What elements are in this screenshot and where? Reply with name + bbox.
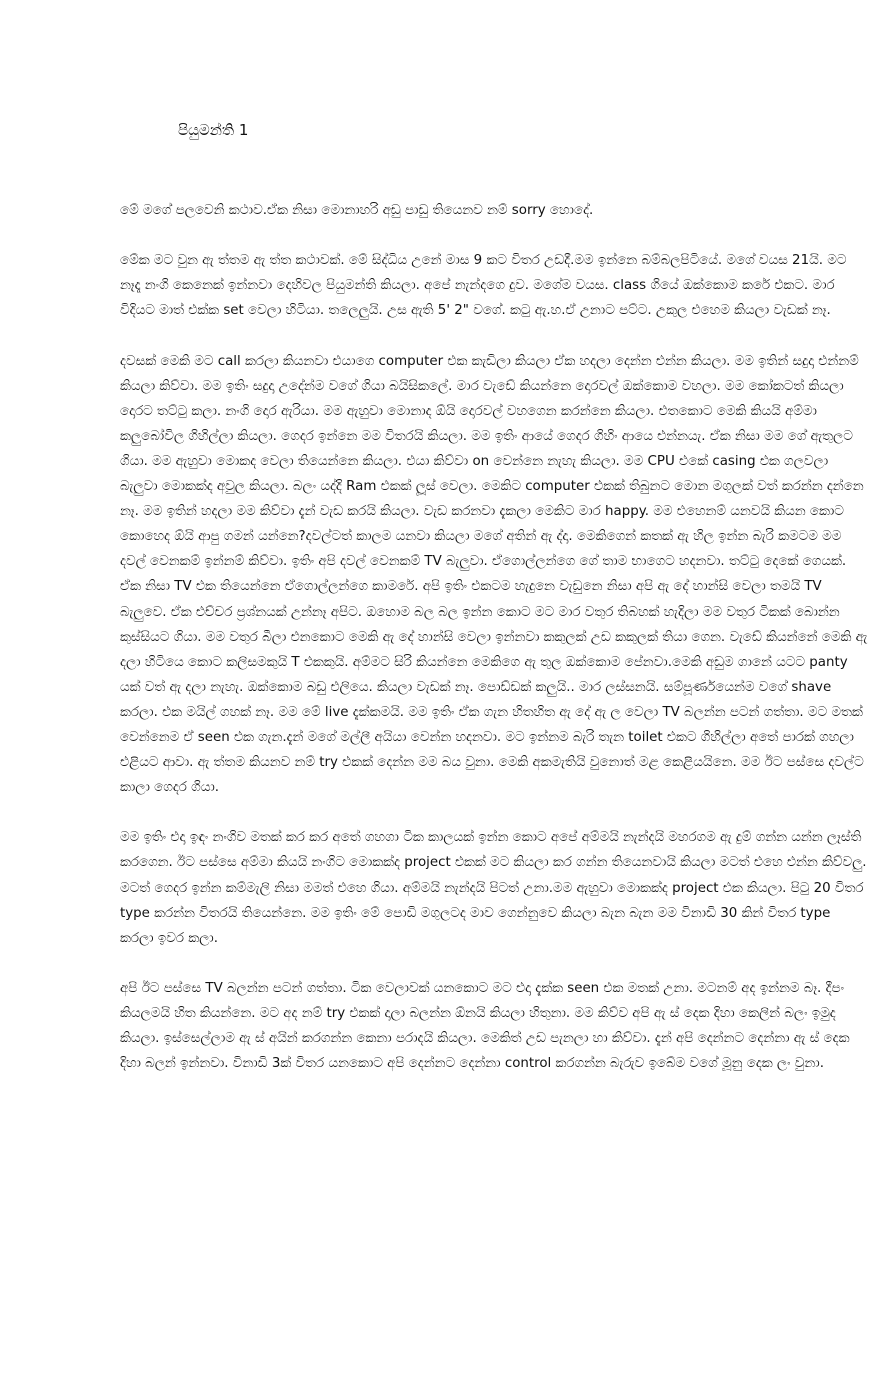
paragraph-4: මම ඉතිං එදා ඉඳං නංගිව මතක් කර කර අතේ ගහගා ටික කාලයක් ඉන්න කොට අපේ අම්මයි නැන්දයි මහරගම ඇ දුම් ගන්න යන්න ලෑස්ති කරගෙන. ඊට පස්සෙ අම්මා කියයි නංගිට මොකක්ද project එකක් මට කියලා කර ගන්න තියෙනවායි කියලා මටත් එහෙ එන්න කිව්වලු. මටත් ගෙදර ඉන්න කම්මැලි නිසා මමත් එහෙ ගියා. අම්මයි නැන්දයි පිටත් උනා.මම ඇහුවා මොකක්ද project එක කියලා. පිටු 20 විතර type කරන්න විතරයි තියෙන්නෙ. මම ඉතිං මේ පොඩි මගුලටද මාව ගෙන්නුවෙ කියලා බැන බැන මම විනාඩි 30 කින් විතර type කරලා ඉවර කලා.: [120, 830, 867, 946]
document-title: පියුමන්ති 1: [178, 121, 249, 139]
paragraph-3: දවසක් මෙකි මට call කරලා කියනවා එයාගෙ computer එක කැඩිලා කියලා ඒක හදලා දෙන්න එන්න කියලා. මම ඉතින් සදුදා එන්නම් කියලා කිව්වා. මම ඉතිං සදුදා උදේන්ම වගේ ගියා බයිසිකලේ. මාර වැඩේ කියන්නෙ දොරවල් ඔක්කොම වහලා. මම කෝකටත් කියලා දොරට තට්ටු කලා. නංගි දොර ඇරියා. මම ඇහුවා මොනාද ඕයි දොරවල් වහගෙන කරන්නෙ කියලා. එතකොට මෙකි කියයි අම්මා කලුබෝවිල ගිහිල්ලා කියලා. ගෙදර ඉන්නෙ මම විතරයි කියලා. මම ඉතිං ආයේ ගෙදර ගිහිං ආයෙ එන්නයැ. ඒක නිසා මම ගේ ඇතුලට ගියා. මම ඇහුවා මොකද වෙලා තියෙන්නෙ කියලා. එයා කිව්වා on වෙන්නෙ නැහැ කියලා. මම CPU එකේ casing එක ගලවලා බැලුවා මොකක්ද අවුල කියලා. බලං යද්දි Ram එකක් ලූස් වෙලා. මෙකිට computer එකක් තිබුනට මොන මගුලක් වත් කරන්න දන්නෙ නෑ. මම ඉතින් හදලා මම කිව්වා දැන් වැඩ කරයි කියලා. වැඩ කරනවා දැකලා මෙකිට මාර happy. මම එහෙනම් යනවයි කියන කොට කොහෙද ඕයි ආපු ගමන් යන්නෙ?දවල්ටත් කාලම යනවා කියලා මගේ අතින් ඇ ද්දා. මෙකිගෙන් කතක් ඇ හිල ඉන්න බැරි කමටම මම දවල් වෙනකම් ඉන්නම් කිව්වා. ඉතිං අපි දවල් වෙනකම් TV බැලුවා. ඒගොල්ලන්ගෙ ගේ තාම භාගෙට හදනවා. තට්ටු දෙකේ ගෙයක්. ඒක නිසා TV එක තියෙන්නෙ ඒගොල්ලන්ගෙ කාමරේ. අපි ඉතිං එකටම හැදුනෙ වැඩුනෙ නිසා අපි ඇ දේ හාන්සි වෙලා තමයි TV බැලුවෙ. ඒක එච්චර ප්‍රශ්නයක් උන්නෑ අපිට. ඔහොම බල බල ඉන්න කොට මට මාර වතුර තිබහක් හැදිලා මම වතුර ටිකක් බොන්න කුස්සියට ගියා. මම වතුර බීලා එනකොට මෙකි ඇ දේ හාන්සි වෙලා ඉන්නවා කකුලක් උඩ කකුලක් තියා ගෙන. වැඩේ කියන්නේ මෙකි ඇ දලා හිටියෙ කොට කලිසමකුයි T එකකුයි. අම්මට සිරි කියන්නෙ මෙකිගෙ ඇ තුල ඔක්කොම පේනවා.මෙකි අඩුම ගානේ යටට panty යක් වත් ඇ දලා නැහැ. ඔක්කොම බඩු එලියෙ. කියලා වැඩක් නෑ. පොඩ්ඩක් කලුයි.. මාර ලස්සනයි. සම්පූර්ණයෙන්ම වගේ shave කරලා. එක මයිල් ගහක් නෑ. මම මේ live දැක්කමයි. මම ඉතිං ඒක ගැන හිතහිත ඇ දේ ඇ ල වෙලා TV බලන්න පටන් ගත්තා. මට මතක් වෙන්නෙම ඒ seen එක ගැන.දැන් මගේ මල්ලී අයියා වෙන්න හදනවා. මට ඉන්නම බැරි තැන toilet එකට ගිහිල්ලා අතේ පාරක් ගහලා එළියට ආවා. ඇ ත්තම කියනව නම් try එකක් දෙන්න මම බය වුනා. මෙකි අකමැතියි වුනොත් මළ කෙළියයිනෙ. මම ඊට පස්සෙ දවල්ට කාලා ගෙදර ගියා.: [120, 353, 868, 796]
paragraph-5: අපි ඊට පස්සෙ TV බලන්න පටන් ගත්තා. ටික වෙලාවක් යනකොට මට එදා දැක්ක seen එක මතක් උනා. මටනම් අද ඉන්නම බෑ. දීපං කියලමයි හිත කියන්නෙ. මට අද නම් try එකක් දාලා බලන්න ඕනයි කියලා හිතුනා. මම කිව්ව අපි ඇ ස් දෙක දිහා කෙලින් බලං ඉමුද කියලා. ඉස්සෙල්ලාම ඇ ස් අයින් කරගන්න කෙනා පරාදයි කියලා. මෙකිත් උඩ පැනලා හා කිව්වා. දැන් අපි දෙන්නට දෙන්නා ඇ ස් දෙක දිහා බලන් ඉන්නවා. විනාඩි 3ක් විතර යනකොට අපි දෙන්නට දෙන්නා control කරගන්න බැරුව ඉබේම වගේ මූනු දෙක ලං වුනා.: [120, 980, 850, 1072]
paragraph-2: මේක මට වුන ඇ ත්තම ඇ ත්ත කථාවක්. මේ සිද්ධිය උනේ මාස 9 කට විතර උඩදී.මම ඉන්නෙ බම්බලපිටියේ. මගේ වයස 21යි. මට නෑදෑ නංගි කෙනෙක් ඉන්නවා දෙහිවල පියුමන්ති කියලා. අපේ නැන්දගෙ දුව. මගේම වයස. class ගියේ ඔක්කොම කරේ එකට. මාර විදියට මාත් එක්ක set වෙලා හිටියා. තලෙලුයි. උස ඇති 5' 2" වගේ. කටු ඇ.හ.ඒ උනාට පට්ට. උකුල එහෙම කියලා වැඩක් නෑ.: [120, 253, 847, 319]
paragraph-1: මේ මගේ පලවෙනි කථාව.ඒක නිසා මොනාහරි අඩු පාඩු තියෙනව නම් sorry හොදේ.: [120, 203, 594, 218]
document-body: [120, 198, 868, 1101]
